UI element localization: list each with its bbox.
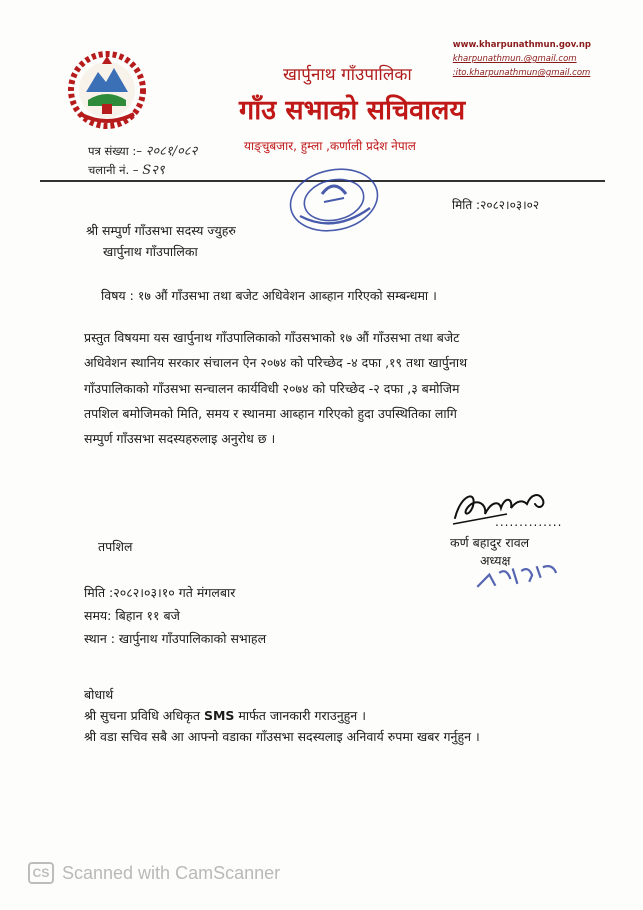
watermark-text: Scanned with CamScanner (62, 862, 281, 883)
letter-body (84, 325, 579, 451)
body-line: तपशिल बमोजिमको मिति, समय र स्थानमा आब्हान गरिएको हुदा उपस्थितिका लागि (84, 405, 457, 421)
dispatch-number-label: चलानी नं. – (88, 163, 139, 177)
schedule-venue: स्थान : खार्पुनाथ गाँउपालिकाको सभाहल (84, 631, 267, 646)
org-address: याङ्चुबजार, हुम्ला ,कर्णाली प्रदेश नेपाल (244, 139, 416, 153)
nepal-emblem-icon (66, 48, 148, 130)
letter-subject: विषय : १७ औं गाँउसभा तथा बजेट अधिवेशन आब्हान गरिएको सम्बन्धमा । (101, 288, 437, 303)
cc-line-text: मार्फत जानकारी गराउनुहुन । (238, 708, 366, 723)
org-title: गाँउ सभाको सचिवालय (239, 95, 466, 126)
body-line: प्रस्तुत विषयमा यस खार्पुनाथ गाँउपालिकाको गाँउसभाको १७ औं गाँउसभा तथा बजेट (84, 330, 460, 345)
cc-line: श्री वडा सचिव सबै आ आफ्नो वडाका गाँउसभा सदस्यलाइ अनिवार्य रुपमा खबर गर्नुहुन । (84, 729, 480, 744)
recipient-line: श्री सम्पुर्ण गाँउसभा सदस्य ज्युहरु (86, 223, 236, 238)
body-line: सम्पुर्ण गाँउसभा सदस्यहरुलाइ अनुरोध छ । (84, 431, 276, 447)
signatory-post: अध्यक्ष (480, 553, 511, 568)
chairperson-stamp-icon (470, 562, 562, 590)
signatory-name: कर्ण बहादुर रावल (450, 535, 530, 550)
cc-line (84, 707, 366, 724)
signature-line: .............. (495, 515, 563, 529)
sms-label: SMS (203, 708, 235, 723)
ref-number-value: २०८१/०८२ (145, 144, 198, 159)
contact-block (453, 38, 591, 80)
schedule-heading: तपशिल (98, 539, 133, 554)
dispatch-number (88, 160, 165, 178)
schedule-time: समय: बिहान ११ बजे (84, 608, 180, 623)
camscanner-logo-icon: CS (28, 862, 54, 884)
body-line: अधिवेशन स्थानिय सरकार संचालन ऐन २०७४ को परिच्छेद -४ दफा ,१९ तथा खार्पुनाथ (84, 355, 468, 371)
dispatch-number-value: S२९ (142, 163, 165, 178)
email-link-2[interactable]: :ito.kharpunathmun@gmail.com (452, 68, 591, 78)
cc-line-text: श्री सुचना प्रविधि अधिकृत (84, 708, 200, 723)
camscanner-watermark (28, 862, 280, 884)
ref-number-label: पत्र संख्या :– (88, 144, 142, 158)
schedule-date: मिति :२०८२।०३।१० गते मंगलबार (84, 585, 236, 600)
body-line: गाँउपालिकाको गाँउसभा सन्चालन कार्यविधी २०७४ को परिच्छेद -२ दफा ,३ बमोजिम (84, 380, 460, 396)
website-link[interactable]: www.kharpunathmun.gov.np (452, 40, 591, 50)
recipient-block (86, 220, 236, 262)
email-link[interactable]: kharpunathmun.@gmail.com (452, 54, 577, 64)
org-name: खार्पुनाथ गाँउपालिका (283, 65, 412, 85)
ref-number (88, 141, 197, 159)
cc-heading: बोधार्थ (84, 687, 114, 702)
recipient-line: खार्पुनाथ गाँउपालिका (103, 244, 198, 259)
letter-date: मिति :२०८२।०३।०२ (452, 198, 540, 212)
office-stamp-icon (286, 164, 382, 236)
